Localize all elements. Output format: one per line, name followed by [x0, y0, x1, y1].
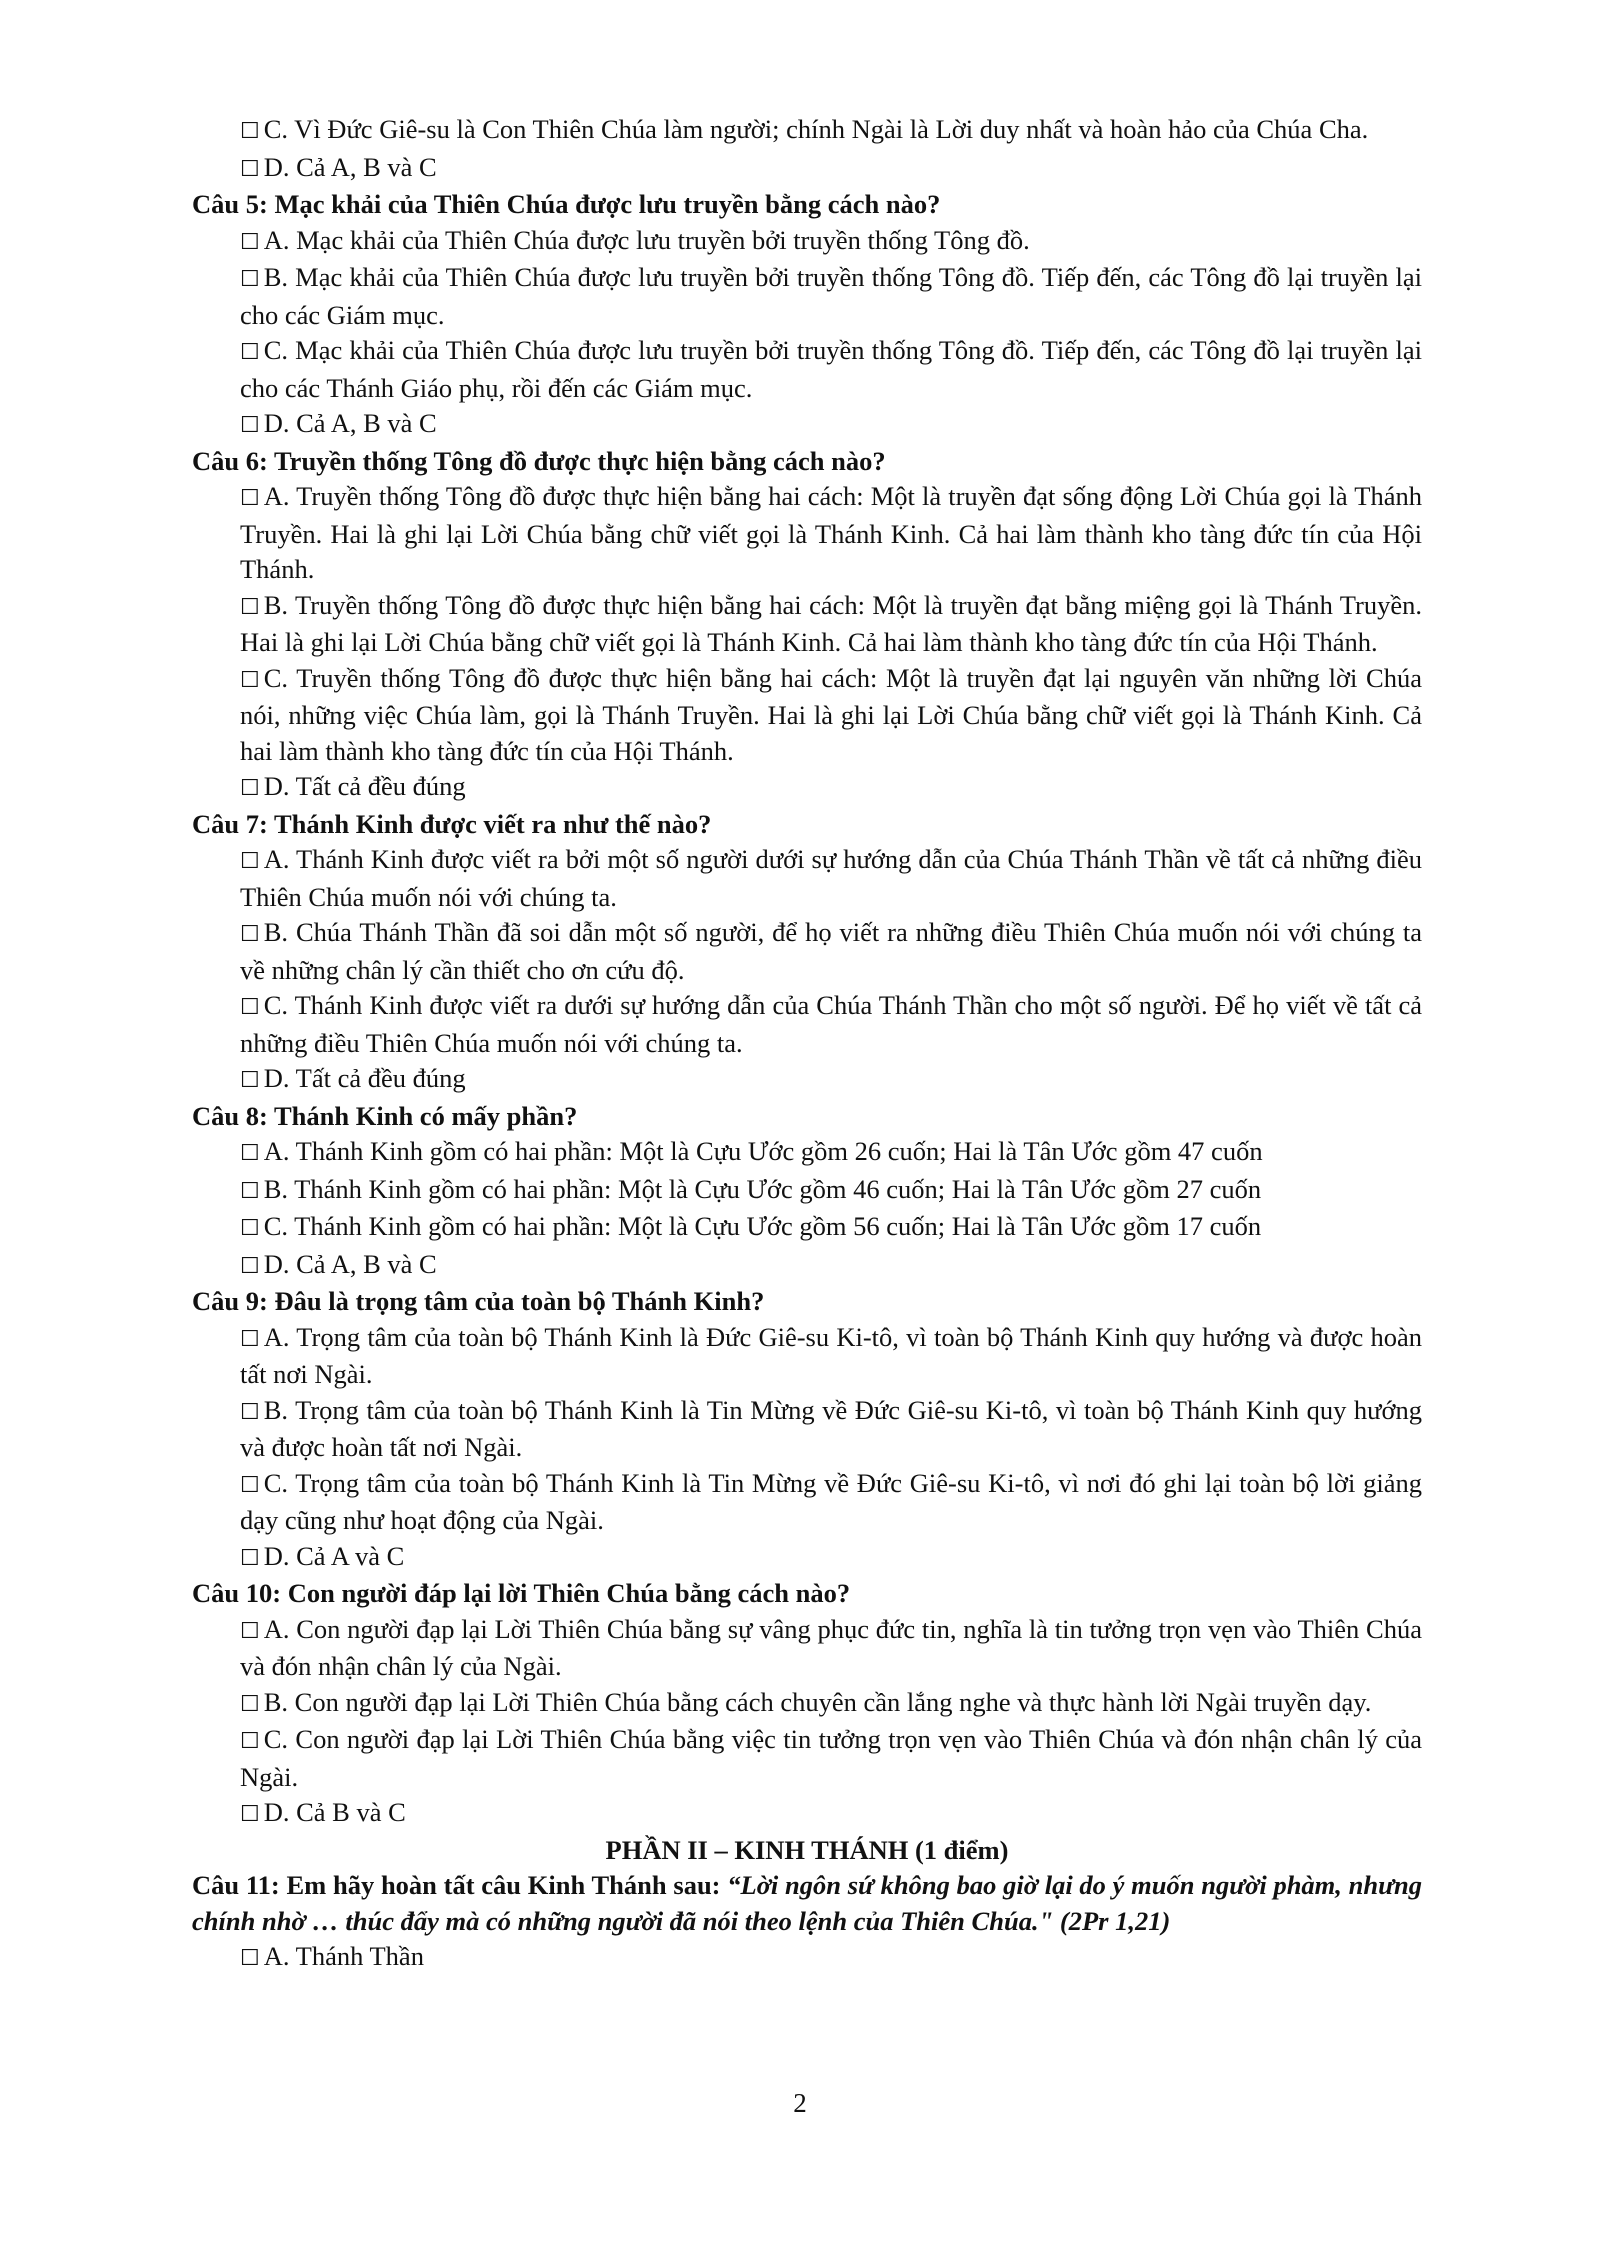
answer-text: A. Thánh Kinh được viết ra bởi một số người dưới sự hướng dẫn của Chúa Thánh Thần về tất cả những điều Thiên Chúa muốn nói với chúng ta. — [240, 844, 1422, 912]
answer-text: D. Tất cả đều đúng — [263, 771, 466, 801]
question-title: Câu 9: Đâu là trọng tâm của toàn bộ Thánh Kinh? — [192, 1286, 765, 1316]
question-title: Câu 10: Con người đáp lại lời Thiên Chúa bằng cách nào? — [192, 1578, 851, 1608]
answer-text: A. Thánh Kinh gồm có hai phần: Một là Cựu Ước gồm 26 cuốn; Hai là Tân Ước gồm 47 cuốn — [263, 1136, 1263, 1166]
checkbox-icon[interactable]: ☐ — [240, 1618, 260, 1644]
checkbox-icon[interactable]: ☐ — [240, 1946, 260, 1971]
checkbox-icon[interactable]: ☐ — [240, 1802, 260, 1827]
answer-text: D. Cả A, B và C — [263, 151, 437, 182]
answer-option[interactable] — [192, 1939, 1422, 1977]
question-title: Câu 6: Truyền thống Tông đồ được thực hiện bằng cách nào? — [192, 445, 886, 476]
checkbox-icon[interactable]: ☐ — [240, 1178, 260, 1204]
answer-option[interactable] — [192, 588, 1422, 661]
answer-option[interactable] — [192, 661, 1422, 770]
answer-option[interactable] — [192, 769, 1422, 807]
question-11-quote: “Lời ngôn sứ không bao giờ lại do ý muốn người phàm, nhưng chính nhờ … thúc đẩy mà có những người đã nói theo lệnh của Thiên Chúa." (2Pr 1,21) — [192, 1870, 1422, 1936]
answer-option[interactable] — [192, 1722, 1422, 1795]
checkbox-icon[interactable]: ☐ — [240, 156, 260, 182]
document-page — [192, 112, 1422, 1977]
checkbox-icon[interactable]: ☐ — [240, 229, 260, 255]
question-title: Câu 5: Mạc khải của Thiên Chúa được lưu truyền bằng cách nào? — [192, 189, 941, 219]
checkbox-icon[interactable]: ☐ — [240, 1399, 260, 1425]
answer-text: B. Truyền thống Tông đồ được thực hiện bằng hai cách: Một là truyền đạt bằng miệng gọi là Thánh Truyền. Hai là ghi lại Lời Chúa bằng chữ viết gọi là Thánh Kinh. Cả hai làm thành kho tàng đức tín của Hội Thánh. — [240, 589, 1422, 657]
answer-text: A. Thánh Thần — [263, 1941, 424, 1971]
checkbox-icon[interactable]: ☐ — [240, 1691, 260, 1717]
answer-text: A. Mạc khải của Thiên Chúa được lưu truyền bởi truyền thống Tông đồ. — [263, 224, 1030, 255]
question-11-prefix: Câu 11: Em hãy hoàn tất câu Kinh Thánh sau: — [192, 1870, 728, 1900]
answer-text: B. Con người đạp lại Lời Thiên Chúa bằng cách chuyên cần lắng nghe và thực hành lời Ngài truyền dạy. — [263, 1686, 1372, 1717]
answer-option[interactable] — [192, 1320, 1422, 1393]
checkbox-icon[interactable]: ☐ — [240, 1068, 260, 1093]
answer-option[interactable] — [192, 479, 1422, 588]
answer-text: C. Truyền thống Tông đồ được thực hiện bằng hai cách: Một là truyền đạt lại nguyên văn những lời Chúa nói, những việc Chúa làm, gọi là Thánh Truyền. Hai là ghi lại Lời Chúa bằng chữ viết gọi là Thánh Kinh. Cả hai làm thành kho tàng đức tín của Hội Thánh. — [240, 662, 1422, 766]
answer-text: D. Cả B và C — [263, 1797, 406, 1827]
checkbox-icon[interactable]: ☐ — [240, 1216, 260, 1241]
checkbox-icon[interactable]: ☐ — [240, 340, 260, 365]
question-11 — [192, 1868, 1422, 1939]
answer-text: A. Truyền thống Tông đồ được thực hiện bằng hai cách: Một là truyền đạt sống động Lời Chúa gọi là Thánh Truyền. Hai là ghi lại Lời Chúa bằng chữ viết gọi là Thánh Kinh. Cả hai làm thành kho tàng đức tín của Hội Thánh. — [240, 481, 1422, 584]
checkbox-icon[interactable]: ☐ — [240, 413, 260, 438]
answer-option[interactable] — [192, 988, 1422, 1061]
answer-option[interactable] — [192, 1061, 1422, 1099]
checkbox-icon[interactable]: ☐ — [240, 995, 260, 1020]
question-list — [192, 112, 1422, 1833]
checkbox-icon[interactable]: ☐ — [240, 667, 260, 693]
checkbox-icon[interactable]: ☐ — [240, 486, 260, 511]
checkbox-icon[interactable]: ☐ — [240, 267, 260, 292]
answer-text: D. Cả A, B và C — [263, 408, 437, 438]
answer-option[interactable] — [192, 1539, 1422, 1577]
answer-text: C. Trọng tâm của toàn bộ Thánh Kinh là Tin Mừng về Đức Giê-su Ki-tô, vì nơi đó ghi lại toàn bộ lời giảng dạy cũng như hoạt động của Ngài. — [240, 1467, 1422, 1535]
section-title: PHẦN II – KINH THÁNH (1 điểm) — [605, 1834, 1009, 1865]
answer-text: A. Con người đạp lại Lời Thiên Chúa bằng sự vâng phục đức tin, nghĩa là tin tưởng trọn vẹn vào Thiên Chúa và đón nhận chân lý của Ngài. — [240, 1613, 1422, 1681]
answer-option[interactable] — [192, 1393, 1422, 1466]
answer-option[interactable] — [192, 260, 1422, 333]
answer-text: B. Chúa Thánh Thần đã soi dẫn một số người, để họ viết ra những điều Thiên Chúa muốn nói với chúng ta về những chân lý cần thiết cho ơn cứu độ. — [240, 917, 1422, 985]
answer-option[interactable] — [192, 1685, 1422, 1723]
answer-option[interactable] — [192, 1247, 1422, 1285]
answer-option[interactable] — [192, 333, 1422, 406]
checkbox-icon[interactable]: ☐ — [240, 1253, 260, 1279]
checkbox-icon[interactable]: ☐ — [240, 119, 260, 144]
answer-option[interactable] — [192, 112, 1422, 150]
checkbox-icon[interactable]: ☐ — [240, 1729, 260, 1754]
checkbox-icon[interactable]: ☐ — [240, 922, 260, 947]
answer-text: C. Thánh Kinh gồm có hai phần: Một là Cựu Ước gồm 56 cuốn; Hai là Tân Ước gồm 17 cuốn — [263, 1211, 1262, 1241]
checkbox-icon[interactable]: ☐ — [240, 1545, 260, 1571]
answer-text: D. Tất cả đều đúng — [263, 1063, 466, 1093]
answer-option[interactable] — [192, 1172, 1422, 1210]
answer-text: D. Cả A, B và C — [263, 1248, 437, 1279]
question-title: Câu 7: Thánh Kinh được viết ra như thế nào? — [192, 808, 712, 839]
answer-option[interactable] — [192, 915, 1422, 988]
answer-option[interactable] — [192, 406, 1422, 444]
answer-text: C. Vì Đức Giê-su là Con Thiên Chúa làm người; chính Ngài là Lời duy nhất và hoàn hảo của Chúa Cha. — [263, 114, 1369, 144]
answer-text: B. Thánh Kinh gồm có hai phần: Một là Cựu Ước gồm 46 cuốn; Hai là Tân Ước gồm 27 cuốn — [263, 1173, 1262, 1204]
answer-option[interactable] — [192, 1612, 1422, 1685]
question-title: Câu 8: Thánh Kinh có mấy phần? — [192, 1100, 578, 1131]
answer-option[interactable] — [192, 1795, 1422, 1833]
answer-option[interactable] — [192, 1209, 1422, 1247]
answer-text: C. Mạc khải của Thiên Chúa được lưu truyền bởi truyền thống Tông đồ. Tiếp đến, các Tông đồ lại truyền lại cho các Thánh Giáo phụ, rồi đến các Giám mục. — [240, 335, 1422, 403]
checkbox-icon[interactable]: ☐ — [240, 849, 260, 874]
checkbox-icon[interactable]: ☐ — [240, 776, 260, 801]
answer-option[interactable] — [192, 1466, 1422, 1539]
answer-text: D. Cả A và C — [263, 1540, 405, 1571]
answer-text: B. Mạc khải của Thiên Chúa được lưu truyền bởi truyền thống Tông đồ. Tiếp đến, các Tông đồ lại truyền lại cho các Giám mục. — [240, 262, 1422, 330]
checkbox-icon[interactable]: ☐ — [240, 594, 260, 620]
checkbox-icon[interactable]: ☐ — [240, 1141, 260, 1166]
checkbox-icon[interactable]: ☐ — [240, 1326, 260, 1352]
answer-option[interactable] — [192, 150, 1422, 188]
answer-option[interactable] — [192, 842, 1422, 915]
answer-text: B. Trọng tâm của toàn bộ Thánh Kinh là Tin Mừng về Đức Giê-su Ki-tô, vì toàn bộ Thánh Kinh quy hướng và được hoàn tất nơi Ngài. — [240, 1394, 1422, 1462]
page-number: 2 — [793, 2088, 807, 2118]
answer-option[interactable] — [192, 223, 1422, 261]
answer-text: A. Trọng tâm của toàn bộ Thánh Kinh là Đức Giê-su Ki-tô, vì toàn bộ Thánh Kinh quy hướng và được hoàn tất nơi Ngài. — [240, 1321, 1422, 1389]
answer-text: C. Con người đạp lại Lời Thiên Chúa bằng việc tin tưởng trọn vẹn vào Thiên Chúa và đón nhận chân lý của Ngài. — [240, 1724, 1422, 1792]
answer-option[interactable] — [192, 1134, 1422, 1172]
checkbox-icon[interactable]: ☐ — [240, 1472, 260, 1498]
answer-text: C. Thánh Kinh được viết ra dưới sự hướng dẫn của Chúa Thánh Thần cho một số người. Để họ viết về tất cả những điều Thiên Chúa muốn nói với chúng ta. — [240, 990, 1422, 1058]
